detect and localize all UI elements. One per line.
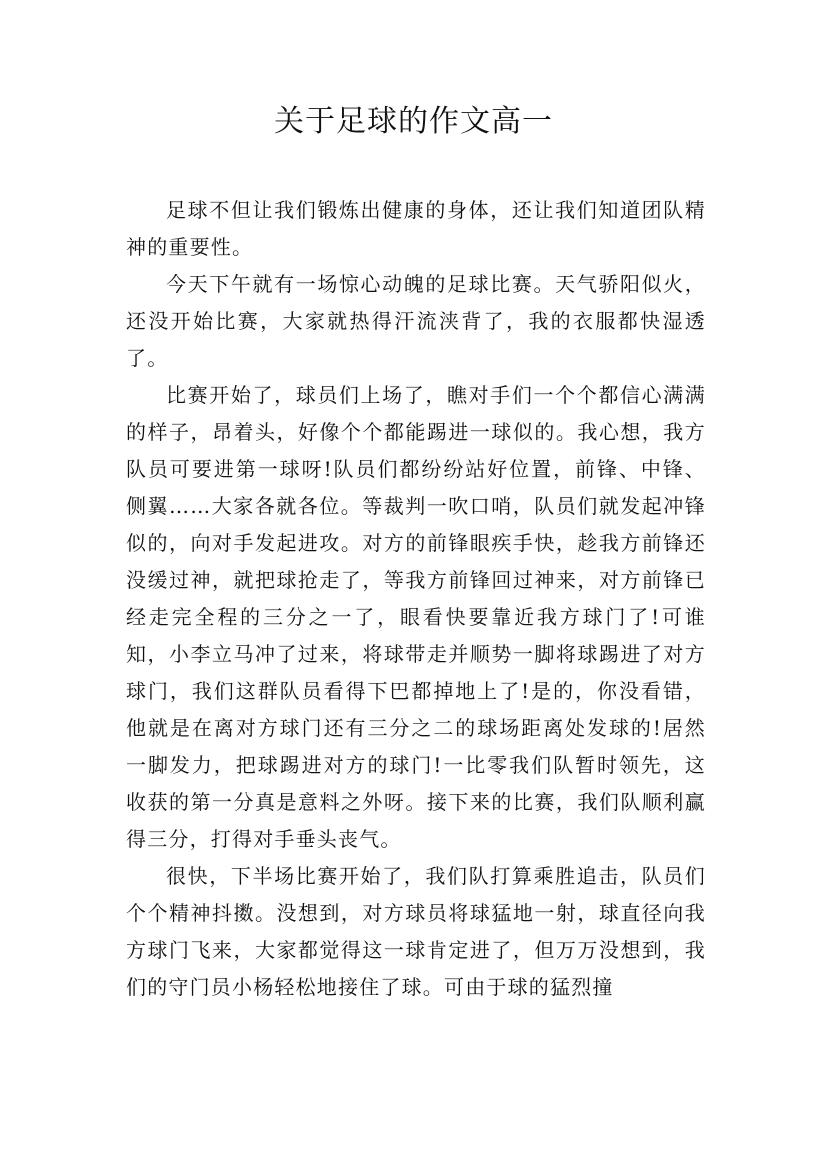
paragraph-1: 足球不但让我们锻炼出健康的身体，还让我们知道团队精神的重要性。 (126, 198, 706, 259)
paragraph-4: 很快，下半场比赛开始了，我们队打算乘胜追击，队员们个个精神抖擞。没想到，对方球员将球猛地一射，球直径向我方球门飞来，大家都觉得这一球肯定进了，但万万没想到，我们的守门员小杨轻松地接住了球。可由于球的猛烈撞 (126, 864, 706, 999)
page-title: 关于足球的作文高一 (274, 104, 553, 139)
paragraph-3: 比赛开始了，球员们上场了，瞧对手们一个个都信心满满的样子，昂着头，好像个个都能踢进一球似的。我心想，我方队员可要进第一球呀!队员们都纷纷站好位置，前锋、中锋、侧翼……大家各就各位。等裁判一吹口哨，队员们就发起冲锋似的，向对手发起进攻。对方的前锋眼疾手快，趁我方前锋还没缓过神，就把球抢走了，等我方前锋回过神来，对方前锋已经走完全程的三分之一了，眼看快要靠近我方球门了!可谁知，小李立马冲了过来，将球带走并顺势一脚将球踢进了对方球门，我们这群队员看得下巴都掉地上了!是的，你没看错，他就是在离对方球门还有三分之二的球场距离处发球的!居然一脚发力，把球踢进对方的球门!一比零我们队暂时领先，这收获的第一分真是意料之外呀。接下来的比赛，我们队顺利赢得三分，打得对手垂头丧气。 (126, 383, 706, 851)
essay-body (126, 192, 706, 1006)
paragraph-2: 今天下午就有一场惊心动魄的足球比赛。天气骄阳似火，还没开始比赛，大家就热得汗流浃背了，我的衣服都快湿透了。 (126, 272, 706, 370)
